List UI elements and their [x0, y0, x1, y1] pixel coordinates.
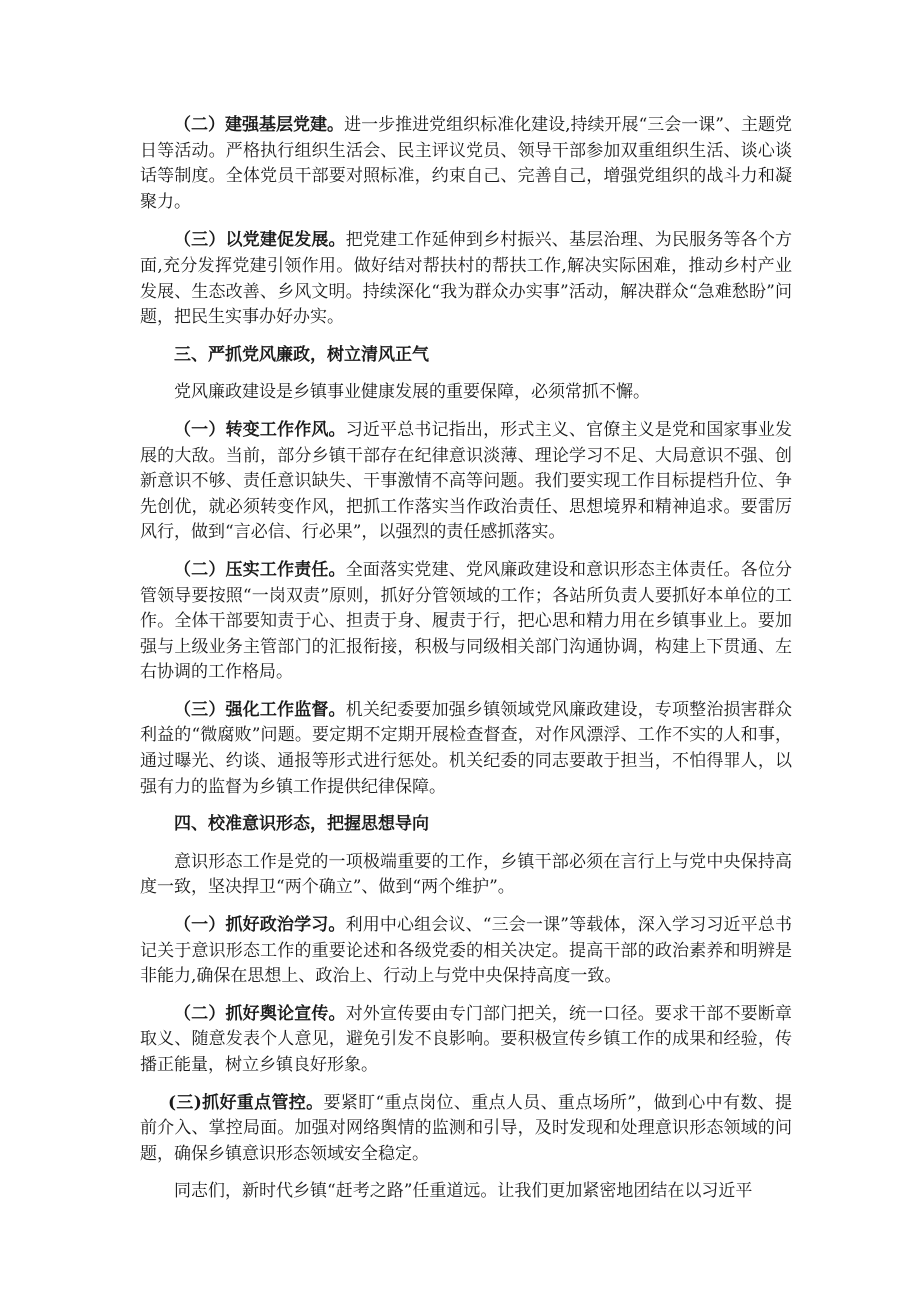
section-heading-four: 四、校准意识形态，把握思想导向: [174, 814, 429, 835]
paragraph-body: 机关纪委要加强乡镇领域党风廉政建设，专项整治损害群众利益的“微腐败”问题。要定期不定期开展检查督查，对作风漂浮、工作不实的人和事，通过曝光、约谈、通报等形式进行惩处。机关纪委的同志要敢于担当，不怕得罪人，以强有力的监督为乡镇工作提供纪律保障。: [140, 699, 793, 797]
paragraph-lead: （二）建强基层党建。: [174, 115, 345, 135]
paragraph-public-opinion: [140, 1002, 792, 1079]
paragraph-key-control: [140, 1091, 792, 1168]
paragraph-work-supervision: [140, 698, 792, 800]
paragraph-lead: (三)抓好重点管控。: [168, 1092, 324, 1113]
paragraph-body: 全面落实党建、党风廉政建设和意识形态主体责任。各位分管领导要按照“一岗双责”原则，抓好分管领域的工作；各站所负责人要抓好本单位的工作。全体干部要知责于心、担责于身、履责于行，把心思和精力用在乡镇事业上。要加强与上级业务主管部门的汇报衔接，积极与同级相关部门沟通协调，构建上下贯通、左右协调的工作格局。: [140, 559, 793, 683]
paragraph-lead: （一）抓好政治学习。: [174, 915, 346, 936]
paragraph-ideology-intro: [140, 850, 792, 901]
paragraph-strengthen-party-building: [140, 113, 792, 215]
paragraph-lead: （三）以党建促发展。: [174, 230, 346, 251]
paragraph-lead: （二）压实工作责任。: [174, 559, 346, 580]
paragraph-party-building-development: [140, 228, 792, 330]
paragraph-political-study: [140, 913, 792, 990]
paragraph-lead: （三）强化工作监督。: [174, 699, 346, 720]
paragraph-work-responsibility: [140, 558, 792, 686]
paragraph-body: 意识形态工作是党的一项极端重要的工作，乡镇干部必须在言行上与党中央保持高度一致，坚决捍卫“两个确立”、做到“两个维护”。: [140, 851, 792, 898]
paragraph-body: 党风廉政建设是乡镇事业健康发展的重要保障，必须常抓不懈。: [174, 382, 650, 403]
section-heading-three: 三、严抓党风廉政，树立清风正气: [174, 344, 429, 365]
paragraph-lead: （一）转变工作作风。: [174, 419, 346, 440]
paragraph-body: 同志们，新时代乡镇“赶考之路”任重道远。让我们更加紧密地团结在以习近平: [174, 1181, 753, 1202]
paragraph-closing: [140, 1179, 792, 1205]
paragraph-integrity-intro: [140, 380, 792, 406]
paragraph-lead: （二）抓好舆论宣传。: [174, 1003, 346, 1024]
paragraph-body: 利用中心组会议、“三会一课”等载体，深入学习习近平总书记关于意识形态工作的重要论述和各级党委的相关决定。提高干部的政治素养和明辨是非能力,确保在思想上、政治上、行动上与党中央保持高度一致。: [140, 915, 792, 987]
document-page: [140, 113, 792, 1205]
paragraph-body: 要紧盯“重点岗位、重点人员、重点场所”，做到心中有数、提前介入、掌控局面。加强对网络舆情的监测和引导，及时发现和处理意识形态领域的问题，确保乡镇意识形态领域安全稳定。: [140, 1092, 792, 1164]
paragraph-body: 进一步推进党组织标准化建设,持续开展“三会一课”、主题党日等活动。严格执行组织生活会、民主评议党员、领导干部参加双重组织生活、谈心谈话等制度。全体党员干部要对照标准，约束自己、完善自己，增强党组织的战斗力和凝聚力。: [140, 115, 792, 212]
paragraph-work-style: [140, 418, 792, 546]
paragraph-body: 习近平总书记指出，形式主义、官僚主义是党和国家事业发展的大敌。当前，部分乡镇干部存在纪律意识淡薄、理论学习不足、大局意识不强、创新意识不够、责任意识缺失、干事激情不高等问题。我们要实现工作目标提档升位、争先创优，就必须转变作风，把抓工作落实当作政治责任、思想境界和精神追求。要雷厉风行，做到“言必信、行必果”，以强烈的责任感抓落实。: [140, 419, 793, 543]
paragraph-body: 把党建工作延伸到乡村振兴、基层治理、为民服务等各个方面,充分发挥党建引领作用。做好结对帮扶村的帮扶工作,解决实际困难，推动乡村产业发展、生态改善、乡风文明。持续深化“我为群众办实事”活动，解决群众“急难愁盼”问题，把民生实事办好办实。: [140, 230, 793, 328]
paragraph-body: 对外宣传要由专门部门把关，统一口径。要求干部不要断章取义、随意发表个人意见，避免引发不良影响。要积极宣传乡镇工作的成果和经验，传播正能量，树立乡镇良好形象。: [140, 1003, 793, 1075]
